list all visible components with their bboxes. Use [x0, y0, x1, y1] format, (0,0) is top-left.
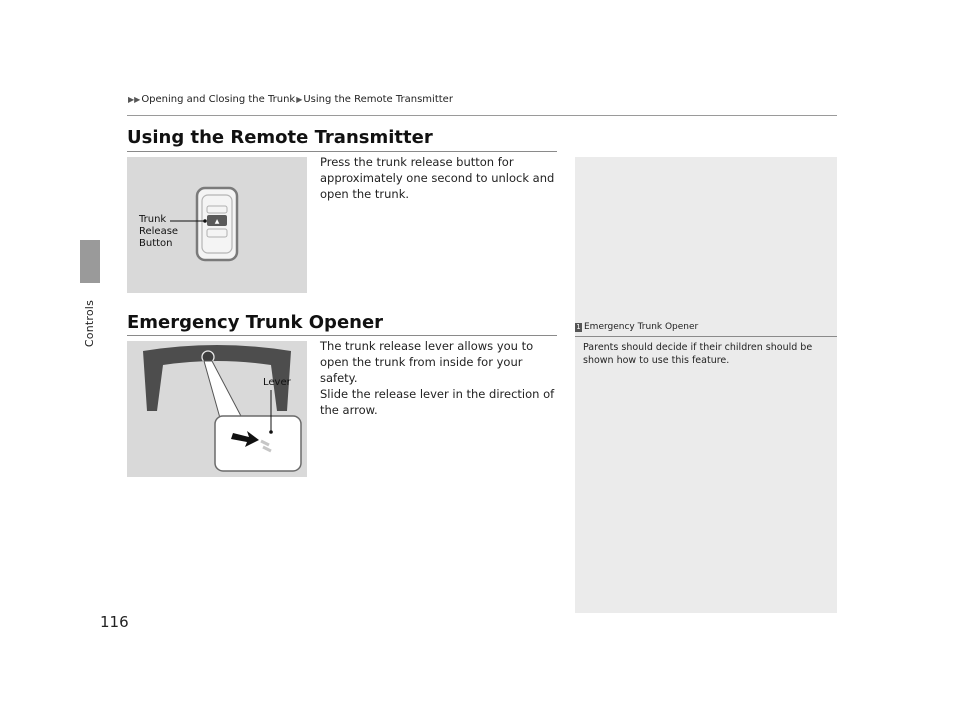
double-chevron-icon: ▶▶	[128, 95, 141, 104]
trunk-release-button-label: Trunk Release Button	[139, 214, 179, 249]
remote-transmitter-figure	[127, 157, 307, 293]
note-heading	[575, 322, 698, 332]
header-rule	[127, 115, 837, 116]
lever-label: Lever	[263, 377, 291, 388]
heading-rule	[127, 151, 557, 152]
note-text: Parents should decide if their children should be shown how to use this feature.	[583, 342, 813, 366]
breadcrumb-item-trunk[interactable]: Opening and Closing the Trunk	[141, 94, 296, 105]
note-title[interactable]: Emergency Trunk Opener	[584, 322, 699, 332]
emergency-lever-figure	[127, 341, 307, 477]
emergency-body-text-1: The trunk release lever allows you to open the trunk from inside for your safety.	[320, 339, 534, 385]
note-reference-icon: 1	[576, 322, 581, 331]
heading-remote-transmitter: Using the Remote Transmitter	[127, 127, 433, 148]
breadcrumb	[127, 94, 453, 105]
emergency-body-text-2: Slide the release lever in the direction of the arrow.	[320, 387, 555, 417]
section-tab-label: Controls	[83, 300, 96, 348]
svg-text:▲: ▲	[214, 218, 220, 225]
page-number: 116	[100, 613, 129, 631]
section-tab	[80, 240, 100, 283]
heading-rule	[127, 335, 557, 336]
trunk-lever-illustration	[127, 341, 307, 477]
breadcrumb-item-remote[interactable]: Using the Remote Transmitter	[303, 94, 453, 105]
note-rule	[575, 336, 837, 337]
notes-panel	[575, 157, 837, 613]
chevron-right-icon: ▶	[296, 95, 303, 104]
heading-emergency-trunk-opener: Emergency Trunk Opener	[127, 312, 384, 333]
remote-body-text: Press the trunk release button for approximately one second to unlock and open the trunk.	[320, 155, 555, 201]
